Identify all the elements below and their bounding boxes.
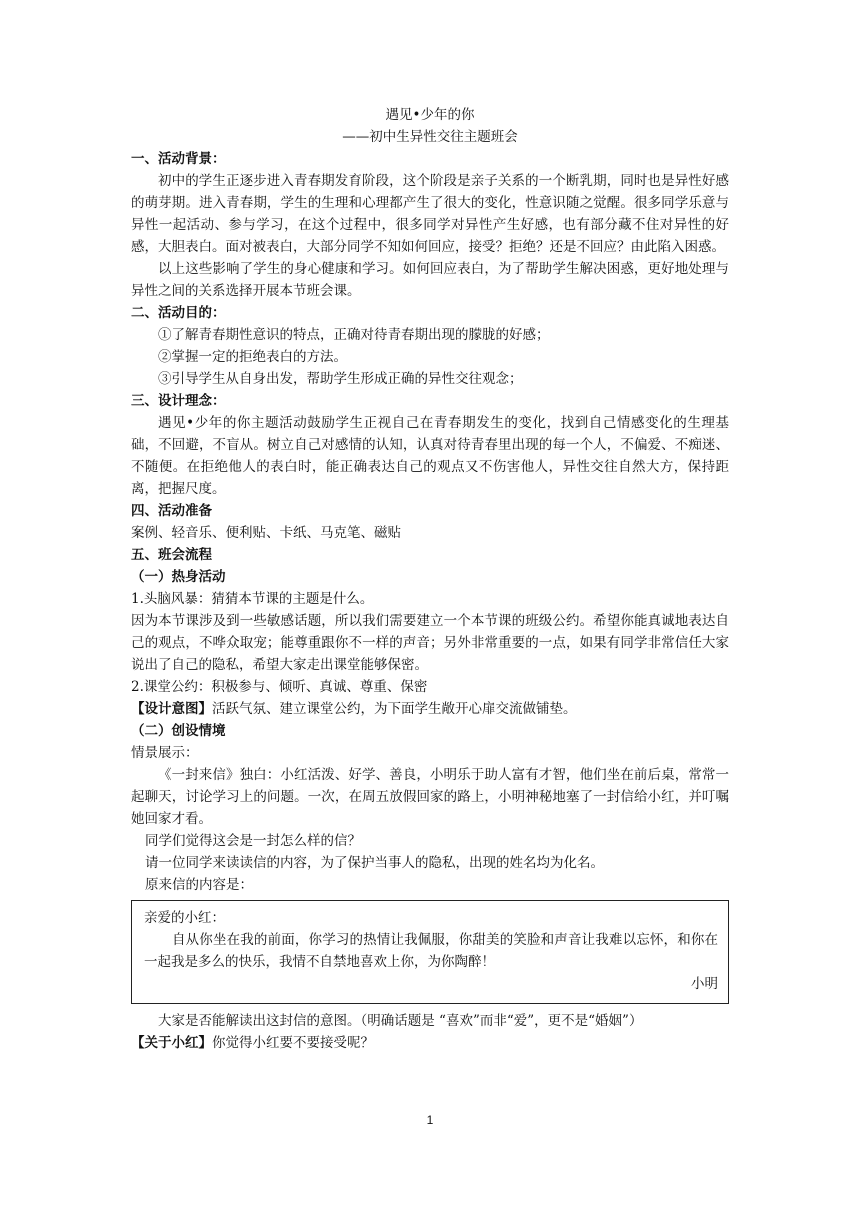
question-3: 原来信的内容是： bbox=[145, 877, 253, 893]
design-intent-line bbox=[131, 698, 729, 720]
design-intent-label: 【设计意图】 bbox=[131, 701, 212, 717]
warmup-paragraph: 因为本节课涉及到一些敏感话题，所以我们需要建立一个本节课的班级公约。希望你能真诚地表达自己的观点，不哗众取宠；能尊重跟你不一样的声音；另外非常重要的一点，如果有同学非常信任大家说出了自己的隐私，希望大家走出课堂能够保密。 bbox=[131, 613, 729, 673]
document-subtitle: ——初中生异性交往主题班会 bbox=[342, 129, 518, 145]
question-2: 请一位同学来读读信的内容，为了保护当事人的隐私，出现的姓名均为化名。 bbox=[145, 855, 604, 871]
subsection-scenario: （二）创设情境 bbox=[131, 723, 226, 739]
page-number: 1 bbox=[426, 1113, 434, 1127]
scene-label: 情景展示： bbox=[131, 745, 199, 761]
background-paragraph-1: 初中的学生正逐步进入青春期发育阶段，这个阶段是亲子关系的一个断乳期，同时也是异性好感的萌芽期。进入青春期，学生的生理和心理都产生了很大的变化，性意识随之觉醒。很多同学乐意与异性一起活动、参与学习，在这个过程中，很多同学对异性产生好感，也有部分藏不住对异性的好感，大胆表白。面对被表白，大部分同学不知如何回应，接受？拒绝？还是不回应？由此陷入困惑。 bbox=[131, 173, 729, 255]
subsection-warmup: （一）热身活动 bbox=[131, 569, 226, 585]
about-xiaohong-line bbox=[131, 1032, 729, 1054]
question-1: 同学们觉得这会是一封怎么样的信？ bbox=[145, 833, 361, 849]
letter-box bbox=[131, 900, 729, 1004]
document-title: 遇见•少年的你 bbox=[385, 107, 475, 123]
about-xiaohong-label: 【关于小红】 bbox=[131, 1035, 212, 1051]
story-paragraph: 《一封来信》独白：小红活泼、好学、善良，小明乐于助人富有才智，他们坐在前后桌，常常一起聊天，讨论学习上的问题。一次，在周五放假回家的路上，小明神秘地塞了一封信给小红，并叮嘱她回家才看。 bbox=[131, 767, 729, 827]
background-paragraph-2: 以上这些影响了学生的身心健康和学习。如何回应表白，为了帮助学生解决困惑，更好地处理与异性之间的关系选择开展本节班会课。 bbox=[131, 261, 729, 299]
letter-signature: 小明 bbox=[691, 976, 718, 992]
preparation-list: 案例、轻音乐、便利贴、卡纸、马克笔、磁贴 bbox=[131, 525, 401, 541]
warmup-item-2: 2.课堂公约：积极参与、倾听、真诚、尊重、保密 bbox=[131, 679, 428, 695]
section-heading-goals: 二、活动目的： bbox=[131, 305, 226, 321]
design-paragraph: 遇见•少年的你主题活动鼓励学生正视自己在青春期发生的变化，找到自己情感变化的生理基础，不回避，不盲从。树立自己对感情的认知，认真对待青春里出现的每一个人，不偏爱、不痴迷、不随便。在拒绝他人的表白时，能正确表达自己的观点又不伤害他人，异性交往自然大方，保持距离，把握尺度。 bbox=[131, 415, 729, 497]
section-heading-design: 三、设计理念： bbox=[131, 393, 226, 409]
goal-item: ③引导学生从自身出发，帮助学生形成正确的异性交往观念； bbox=[158, 371, 523, 387]
goal-item: ②掌握一定的拒绝表白的方法。 bbox=[158, 349, 347, 365]
section-heading-preparation: 四、活动准备 bbox=[131, 503, 212, 519]
goal-item: ①了解青春期性意识的特点，正确对待青春期出现的朦胧的好感； bbox=[158, 327, 550, 343]
letter-greeting: 亲爱的小红： bbox=[144, 910, 225, 926]
design-intent-text: 活跃气氛、建立课堂公约，为下面学生敞开心扉交流做铺垫。 bbox=[212, 701, 577, 717]
document-body bbox=[131, 104, 729, 1054]
about-xiaohong-text: 你觉得小红要不要接受呢？ bbox=[212, 1035, 374, 1051]
after-letter-paragraph: 大家是否能解读出这封信的意图。（明确话题是 “喜欢”而非“爱”，更不是“婚姻”） bbox=[158, 1013, 643, 1029]
letter-body: 自从你坐在我的前面，你学习的热情让我佩服，你甜美的笑脸和声音让我难以忘怀，和你在一起我是多么的快乐，我情不自禁地喜欢上你，为你陶醉！ bbox=[144, 932, 718, 970]
section-heading-background: 一、活动背景： bbox=[131, 151, 226, 167]
warmup-item-1: 1.头脑风暴：猜猜本节课的主题是什么。 bbox=[131, 591, 374, 607]
section-heading-process: 五、班会流程 bbox=[131, 547, 212, 563]
